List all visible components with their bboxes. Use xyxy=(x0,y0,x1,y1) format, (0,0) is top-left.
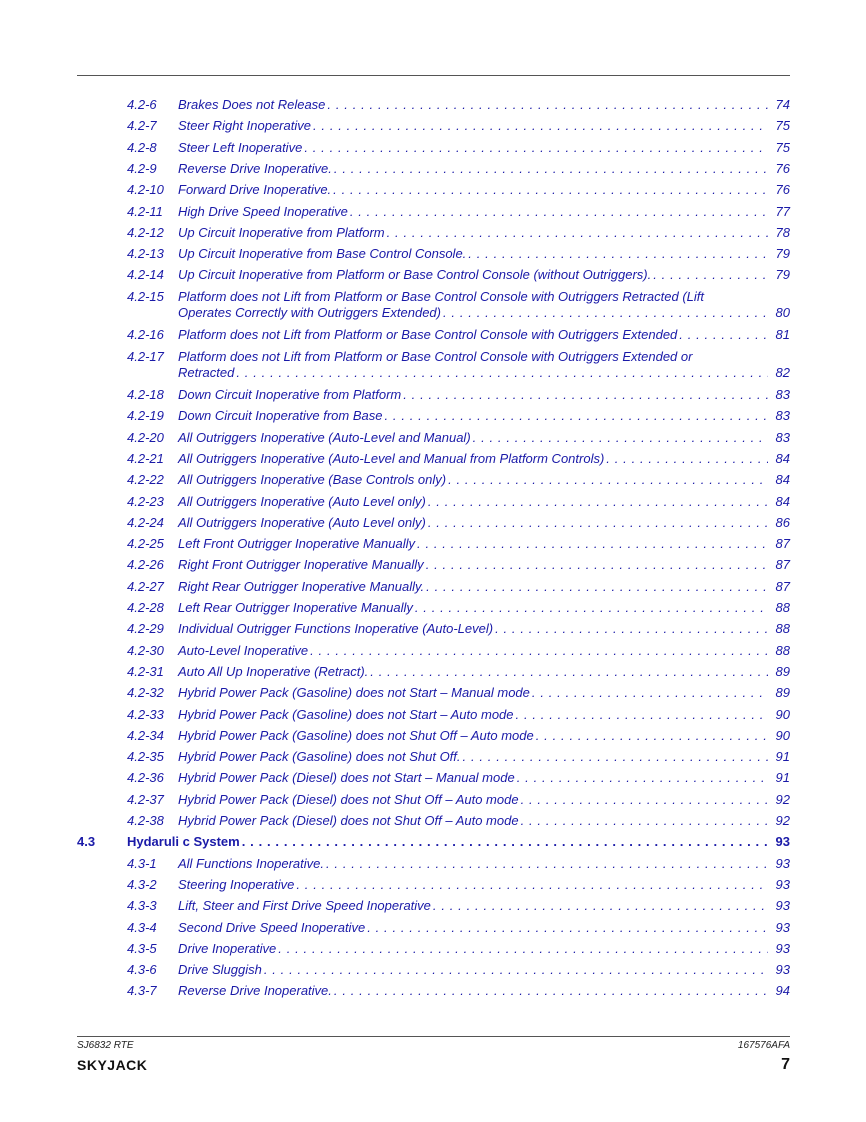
dot-leader xyxy=(461,749,768,765)
toc-entry-title: Drive Sluggish xyxy=(178,962,262,978)
toc-entry-number: 4.2-27 xyxy=(127,578,164,594)
toc-entry-title: All Functions Inoperative. xyxy=(178,855,324,871)
toc-entry-title-wrap xyxy=(178,494,768,510)
dot-leader xyxy=(368,664,768,680)
toc-entry-number: 4.2-38 xyxy=(127,813,164,828)
toc-entry-page: 77 xyxy=(775,203,790,219)
toc-entry-page: 87 xyxy=(775,578,790,594)
toc-entry-number: 4.2-6 xyxy=(127,97,157,112)
toc-entry-title-wrap xyxy=(178,792,768,808)
dot-leader xyxy=(424,557,768,573)
dot-leader xyxy=(493,621,768,637)
toc-entry-title: Up Circuit Inoperative from Platform xyxy=(178,224,385,240)
toc-entry-title-wrap xyxy=(178,685,768,701)
dot-leader xyxy=(308,643,768,659)
toc-entry-page: 83 xyxy=(775,429,790,445)
toc-entry-title: Left Front Outrigger Inoperative Manually xyxy=(178,536,416,552)
dot-leader xyxy=(441,305,768,321)
toc-entry-title-wrap xyxy=(178,161,768,177)
toc-entry-page: 90 xyxy=(775,727,790,743)
toc-entry-page: 93 xyxy=(775,919,790,935)
toc-entry-title-wrap xyxy=(178,643,768,659)
toc-entry-title-wrap xyxy=(178,856,768,872)
toc-entry-title: Second Drive Speed Inoperative xyxy=(178,919,366,935)
toc-entry-number: 4.2-15 xyxy=(127,288,164,304)
toc-entry-number: 4.2-16 xyxy=(127,327,164,343)
toc-entry-number: 4.2-24 xyxy=(127,514,164,530)
dot-leader xyxy=(302,140,768,156)
toc-entry-page: 93 xyxy=(775,898,790,914)
toc-entry-number: 4.3 xyxy=(77,834,96,850)
toc-entry-title: Platform does not Lift from Platform or Base Control Console with Outriggers Extended or xyxy=(178,348,693,364)
toc-entry-title-wrap xyxy=(178,962,768,978)
toc-entry-title-wrap xyxy=(178,664,768,680)
toc-entry-title: Up Circuit Inoperative from Base Control Console. xyxy=(178,246,467,262)
toc-entry-page: 88 xyxy=(775,642,790,658)
toc-entry-number: 4.2-25 xyxy=(127,536,164,552)
dot-leader xyxy=(514,707,768,723)
toc-entry-page: 83 xyxy=(775,408,790,424)
dot-leader xyxy=(294,877,768,893)
toc-entry-page: 75 xyxy=(775,139,790,155)
dot-leader xyxy=(325,97,768,113)
toc-entry-title: All Outriggers Inoperative (Auto Level only) xyxy=(178,493,426,509)
toc-entry-title-continued-wrap xyxy=(178,365,768,381)
toc-entry-number: 4.3-5 xyxy=(127,940,157,956)
toc-entry-title: Left Rear Outrigger Inoperative Manually xyxy=(178,600,413,615)
toc-entry-title: Brakes Does not Release xyxy=(178,97,326,112)
toc-entry-page: 88 xyxy=(775,621,790,637)
dot-leader xyxy=(385,225,768,241)
toc-entry-page: 84 xyxy=(775,493,790,509)
page-number: 7 xyxy=(781,1056,790,1073)
toc-entry-page: 91 xyxy=(775,770,790,786)
toc-entry-number: 4.2-8 xyxy=(127,139,157,155)
toc-entry-title: Hybrid Power Pack (Gasoline) does not Shut Off – Auto mode xyxy=(178,727,534,743)
toc-entry-title: Hybrid Power Pack (Gasoline) does not Shut Off. xyxy=(178,749,461,765)
toc-entry-number: 4.3-1 xyxy=(127,855,157,871)
toc-entry-title-wrap xyxy=(178,387,768,403)
dot-leader xyxy=(332,983,768,999)
toc-entry-title: All Outriggers Inoperative (Auto-Level and Manual from Platform Controls) xyxy=(178,450,605,466)
toc-entry-page: 94 xyxy=(775,983,790,999)
toc-entry-title-continued: Operates Correctly with Outriggers Extended) xyxy=(178,304,441,320)
toc-entry-page: 93 xyxy=(775,834,790,850)
toc-entry-page: 92 xyxy=(775,791,790,807)
toc-entry-title: All Outriggers Inoperative (Auto-Level and Manual) xyxy=(178,429,471,445)
toc-entry-page: 79 xyxy=(775,267,790,283)
toc-entry-number: 4.3-4 xyxy=(127,919,157,935)
toc-entry-number: 4.2-12 xyxy=(127,224,164,240)
toc-entry-title-wrap xyxy=(178,451,768,467)
toc-entry-title-wrap xyxy=(178,472,768,488)
toc-entry-number: 4.2-9 xyxy=(127,160,157,176)
toc-entry-title: All Outriggers Inoperative (Auto Level only) xyxy=(178,514,426,530)
toc-entry-page: 78 xyxy=(775,224,790,240)
toc-entry-page: 81 xyxy=(775,327,790,343)
toc-entry-title-wrap xyxy=(178,749,768,765)
toc-entry-title-wrap xyxy=(178,920,768,936)
toc-entry-title-wrap xyxy=(178,557,768,573)
dot-leader xyxy=(234,365,768,381)
toc-entry-title-wrap xyxy=(178,327,768,343)
toc-entry-title: Reverse Drive Inoperative. xyxy=(178,160,332,176)
dot-leader xyxy=(426,515,768,531)
toc-entry-title: Hybrid Power Pack (Diesel) does not Shut Off – Auto mode xyxy=(178,813,519,828)
toc-entry-number: 4.2-26 xyxy=(127,557,164,573)
toc-entry-title-continued-wrap xyxy=(178,305,768,321)
toc-entry-title-wrap xyxy=(178,349,768,381)
dot-leader xyxy=(331,182,768,198)
toc-entry-title-wrap xyxy=(178,728,768,744)
toc-entry-title: Down Circuit Inoperative from Platform xyxy=(178,387,402,402)
toc-entry-title: Individual Outrigger Functions Inoperative (Auto-Level) xyxy=(178,621,494,637)
toc-entry-number: 4.2-19 xyxy=(127,408,164,424)
toc-entry-title: Right Rear Outrigger Inoperative Manually. xyxy=(178,578,425,594)
toc-entry-page: 88 xyxy=(775,600,790,615)
toc-entry-title: Reverse Drive Inoperative. xyxy=(178,983,332,999)
dot-leader xyxy=(240,834,767,850)
toc-entry-title-wrap xyxy=(178,621,768,637)
toc-entry-number: 4.3-6 xyxy=(127,962,157,978)
toc-entry-page: 93 xyxy=(775,962,790,978)
toc-entry-page: 75 xyxy=(775,118,790,134)
toc-entry-title: Steering Inoperative xyxy=(178,876,295,892)
dot-leader xyxy=(348,204,768,220)
toc-entry-page: 93 xyxy=(775,940,790,956)
dot-leader xyxy=(262,962,768,978)
toc-entry-page: 86 xyxy=(775,514,790,530)
dot-leader xyxy=(424,579,768,595)
toc-entry-title-wrap xyxy=(178,140,768,156)
toc-entry-title: All Outriggers Inoperative (Base Controls only) xyxy=(178,472,447,488)
dot-leader xyxy=(515,770,768,786)
toc-entry-page: 89 xyxy=(775,685,790,701)
toc-entry-number: 4.2-17 xyxy=(127,348,164,364)
toc-entry-number: 4.2-30 xyxy=(127,642,164,658)
toc-entry-title-wrap xyxy=(178,97,768,113)
dot-leader xyxy=(651,267,768,283)
toc-entry-number: 4.2-36 xyxy=(127,770,164,786)
toc-entry-title: Hybrid Power Pack (Diesel) does not Start – Manual mode xyxy=(178,770,515,786)
toc-entry-title-wrap xyxy=(178,579,768,595)
toc-entry-title-wrap xyxy=(178,898,768,914)
dot-leader xyxy=(677,327,768,343)
toc-entry-page: 83 xyxy=(775,387,790,402)
toc-entry-title: Up Circuit Inoperative from Platform or Base Control Console (without Outriggers). xyxy=(178,267,652,283)
dot-leader xyxy=(471,430,768,446)
toc-entry-title-wrap xyxy=(127,834,767,850)
toc-entry-title: Drive Inoperative xyxy=(178,940,277,956)
dot-leader xyxy=(426,494,768,510)
toc-entry-title-wrap xyxy=(178,770,768,786)
toc-entry-title-wrap xyxy=(178,430,768,446)
toc-entry-title-wrap xyxy=(178,983,768,999)
dot-leader xyxy=(466,246,768,262)
toc-entry-title-wrap xyxy=(178,408,768,424)
toc-entry-title-wrap xyxy=(178,289,768,321)
toc-entry-number: 4.2-35 xyxy=(127,749,164,765)
toc-entry-number: 4.2-29 xyxy=(127,621,164,637)
toc-entry-page: 84 xyxy=(775,472,790,488)
toc-entry-number: 4.2-18 xyxy=(127,387,164,402)
toc-entry-title: Steer Left Inoperative xyxy=(178,139,303,155)
toc-entry-title-wrap xyxy=(178,118,768,134)
toc-entry-number: 4.2-7 xyxy=(127,118,157,134)
toc-entry-title-wrap xyxy=(178,204,768,220)
toc-entry-number: 4.2-11 xyxy=(127,203,163,219)
toc-entry-title: Auto-Level Inoperative xyxy=(178,642,309,658)
toc-entry-title-wrap xyxy=(178,707,768,723)
toc-entry-page: 74 xyxy=(775,97,790,112)
toc-entry-number: 4.2-32 xyxy=(127,685,164,701)
toc-entry-number: 4.2-28 xyxy=(127,600,164,615)
toc-entry-title: Steer Right Inoperative xyxy=(178,118,311,134)
dot-leader xyxy=(519,813,768,829)
toc-entry-title: Forward Drive Inoperative. xyxy=(178,182,332,198)
toc-entry-page: 87 xyxy=(775,557,790,573)
toc-entry-number: 4.2-23 xyxy=(127,493,164,509)
toc-entry-number: 4.3-2 xyxy=(127,876,157,892)
header-rule xyxy=(77,75,790,76)
toc-entry-title-wrap xyxy=(178,246,768,262)
toc-entry-title-wrap xyxy=(178,600,768,616)
toc-entry-number: 4.2-34 xyxy=(127,727,164,743)
toc-entry-title: Down Circuit Inoperative from Base xyxy=(178,408,383,424)
toc-entry-number: 4.2-22 xyxy=(127,472,164,488)
dot-leader xyxy=(530,685,768,701)
toc-entry-title-wrap xyxy=(178,877,768,893)
toc-entry-title-wrap xyxy=(178,813,768,829)
toc-entry-page: 93 xyxy=(775,855,790,871)
toc-entry-number: 4.3-3 xyxy=(127,898,157,914)
toc-entry-title-wrap xyxy=(178,515,768,531)
dot-leader xyxy=(604,451,768,467)
footer-rule xyxy=(77,1036,790,1037)
toc-entry-title: Lift, Steer and First Drive Speed Inoperative xyxy=(178,898,431,914)
toc-entry-title: High Drive Speed Inoperative xyxy=(178,203,348,219)
toc-entry-title-wrap xyxy=(178,225,768,241)
dot-leader xyxy=(519,792,768,808)
toc-entry-page: 76 xyxy=(775,182,790,198)
toc-entry-number: 4.2-20 xyxy=(127,429,164,445)
toc-entry-title: Hybrid Power Pack (Gasoline) does not Start – Manual mode xyxy=(178,685,530,701)
footer-part-number: 167576AFA xyxy=(737,1040,790,1051)
toc-entry-page: 80 xyxy=(775,304,790,320)
dot-leader xyxy=(276,941,768,957)
toc-entry-number: 4.2-13 xyxy=(127,246,164,262)
toc-entry-title-wrap xyxy=(178,267,768,283)
toc-entry-number: 4.3-7 xyxy=(127,983,157,999)
toc-entry-title-wrap xyxy=(178,941,768,957)
dot-leader xyxy=(401,387,768,403)
footer-model: SJ6832 RTE xyxy=(77,1040,134,1051)
toc-entry-page: 90 xyxy=(775,706,790,722)
toc-entry-number: 4.2-10 xyxy=(127,182,164,198)
dot-leader xyxy=(413,600,768,616)
toc-entry-title: Platform does not Lift from Platform or Base Control Console with Outriggers Retracted (Lift xyxy=(178,288,704,304)
dot-leader xyxy=(446,472,768,488)
toc-entry-number: 4.2-31 xyxy=(127,663,164,679)
toc-entry-title: Hybrid Power Pack (Diesel) does not Shut Off – Auto mode xyxy=(178,791,519,807)
toc-entry-title: Right Front Outrigger Inoperative Manually xyxy=(178,557,424,573)
toc-entry-page: 76 xyxy=(775,160,790,176)
dot-leader xyxy=(431,898,768,914)
skyjack-logo: SKYJACK xyxy=(77,1057,148,1073)
dot-leader xyxy=(332,161,768,177)
toc-entry-title-wrap xyxy=(178,182,768,198)
toc-entry-number: 4.2-33 xyxy=(127,706,164,722)
toc-entry-title: Platform does not Lift from Platform or Base Control Console with Outriggers Extended xyxy=(178,327,678,343)
toc-entry-page: 82 xyxy=(775,364,790,380)
toc-entry-page: 93 xyxy=(775,876,790,892)
toc-entry-number: 4.2-14 xyxy=(127,267,164,283)
toc-entry-page: 89 xyxy=(775,663,790,679)
dot-leader xyxy=(311,118,768,134)
toc-entry-page: 87 xyxy=(775,536,790,552)
dot-leader xyxy=(365,920,768,936)
dot-leader xyxy=(382,408,768,424)
toc-entry-number: 4.2-37 xyxy=(127,791,164,807)
dot-leader xyxy=(415,536,768,552)
toc-entry-page: 84 xyxy=(775,450,790,466)
toc-entry-title: Hybrid Power Pack (Gasoline) does not Start – Auto mode xyxy=(178,706,514,722)
toc-entry-title-continued: Retracted xyxy=(178,364,235,380)
dot-leader xyxy=(324,856,768,872)
toc-entry-page: 91 xyxy=(775,749,790,765)
dot-leader xyxy=(534,728,768,744)
toc-entry-title: Hydaruli c System xyxy=(127,834,240,850)
toc-entry-page: 92 xyxy=(775,813,790,828)
toc-entry-number: 4.2-21 xyxy=(127,450,164,466)
toc-entry-title-wrap xyxy=(178,536,768,552)
toc-entry-title: Auto All Up Inoperative (Retract). xyxy=(178,663,369,679)
toc-entry-page: 79 xyxy=(775,246,790,262)
